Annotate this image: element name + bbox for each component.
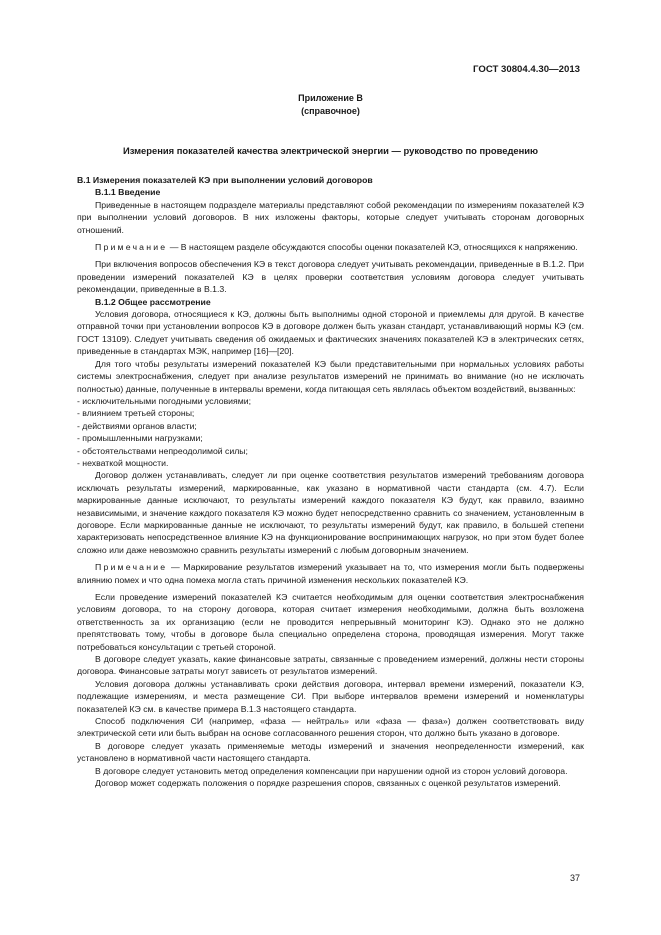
paragraph: Договор должен устанавливать, следует ли при оценке соответствия результатов измерений требованиям договора исключать результаты измерений, маркированные, как указано в нормативной части стандарта (см. 4.7). Если маркированные данные исключают, то результаты измерений каждого показателя КЭ будут, как правило, взаимно независимыми, и значение каждого показателя КЭ можно будет непосредственно сравнить со значением, установленным в договоре. Если маркированные данные не исключают, то результаты измерений будут, как правило, в большей степени характеризовать непосредственное влияние КЭ на функционирование воспринимающих нагрузок, но при этом будет более сложно или даже невозможно сравнить результаты измерений с любым договорным значением. — [77, 470, 584, 555]
document-code: ГОСТ 30804.4.30—2013 — [473, 64, 580, 75]
list-item: - промышленными нагрузками; — [77, 433, 203, 444]
list-item: - обстоятельствами непреодолимой силы; — [77, 445, 248, 456]
body-text — [77, 174, 584, 790]
heading-b12: B.1.2 Общее рассмотрение — [95, 296, 211, 307]
note — [77, 241, 584, 253]
list-item: - нехваткой мощности. — [77, 457, 169, 468]
paragraph: В договоре следует установить метод определения компенсации при нарушении одной из сторон условий договора. — [95, 765, 568, 776]
paragraph: Для того чтобы результаты измерений показателей КЭ были представительными при нормальных условиях работы системы электроснабжения, следует при анализе результатов измерений не принимать во внимание (но не исключать полностью) данные, полученные в интервалы времени, когда питающая сеть являлась объектом воздействий, вызванных: — [77, 358, 584, 394]
appendix-subtitle: (справочное) — [301, 106, 360, 116]
page-number: 37 — [569, 873, 580, 883]
paragraph: Условия договора, относящиеся к КЭ, должны быть выполнимы одной стороной и приемлемы для другой. В качестве отправной точки при установлении вопросов КЭ в договоре должен быть указан стандарт, устанавливающий нормы КЭ (см. ГОСТ 13109). Следует учитывать сведения об ожидаемых и фактических значениях показателей КЭ в электрических сетях, приведенные в стандартах МЭК, например [16]—[20]. — [77, 309, 584, 357]
list-item: - исключительными погодными условиями; — [77, 395, 251, 406]
note-label: Примечание — [95, 242, 168, 253]
list-item: - действиями органов власти; — [77, 420, 197, 431]
paragraph: Договор может содержать положения о порядке разрешения споров, связанных с оценкой результатов измерений. — [95, 778, 561, 789]
paragraph: При включения вопросов обеспечения КЭ в текст договора следует учитывать рекомендации, приведенные в В.1.2. При проведении измерений показателей КЭ в целях проверки соответствия условиям договора следует учитывать рекомендации, приведенные в В.1.3. — [77, 259, 584, 295]
note-text: — В настоящем разделе обсуждаются способы оценки показателей КЭ, относящихся к напряжению. — [167, 242, 578, 253]
paragraph: Если проведение измерений показателей КЭ считается необходимым для оценки соответствия электроснабжения условиям договора, то на сторону договора, которая считает измерения необходимыми, должна быть возложена ответственность за их организацию (если не проводится непрерывный мониторинг КЭ). Однако это не должно препятствовать тому, чтобы в договоре была специально определена сторона, проводящая измерения. Могут также потребоваться консультации с третьей стороной. — [77, 592, 584, 652]
appendix-title: Приложение В — [298, 93, 363, 103]
section-title: Измерения показателей качества электрической энергии — руководство по проведению — [122, 145, 539, 156]
conditions-list — [77, 395, 584, 469]
paragraph: Условия договора должны устанавливать сроки действия договора, интервал времени измерений, показатели КЭ, подлежащие измерениям, и места размещение СИ. При выборе интервалов времени измерений и номенклатуры показателей КЭ см. в качестве примера В.1.3 настоящего стандарта. — [77, 678, 584, 714]
heading-b11: B.1.1 Введение — [95, 187, 161, 198]
paragraph: Приведенные в настоящем подразделе материалы представляют собой рекомендации по измерениям показателей КЭ при выполнении условий договоров. В них изложены факторы, которые следует учитывать сторонам договорных отношений. — [77, 199, 584, 235]
note-text: — Маркирование результатов измерений указывает на то, что измерения могли быть подвержены влиянию помех и что одна помеха могла стать причиной изменения нескольких показателей КЭ. — [77, 562, 584, 585]
paragraph: В договоре следует указать, какие финансовые затраты, связанные с проведением измерений, должны нести стороны договора. Финансовые затраты могут зависеть от результатов измерений. — [77, 654, 584, 677]
paragraph: В договоре следует указать применяемые методы измерений и значения неопределенности измерений, как установлено в нормативной части настоящего стандарта. — [77, 740, 584, 764]
note — [77, 561, 584, 586]
heading-b1: B.1 Измерения показателей КЭ при выполнении условий договоров — [77, 175, 373, 185]
list-item: - влиянием третьей стороны; — [77, 408, 195, 419]
note-label: Примечание — [95, 562, 168, 573]
paragraph: Способ подключения СИ (например, «фаза — нейтраль» или «фаза — фаза») должен соответствовать виду электрической сети или быть выбран на основе согласованного решения сторон, что должно быть указано в договоре. — [77, 716, 584, 739]
